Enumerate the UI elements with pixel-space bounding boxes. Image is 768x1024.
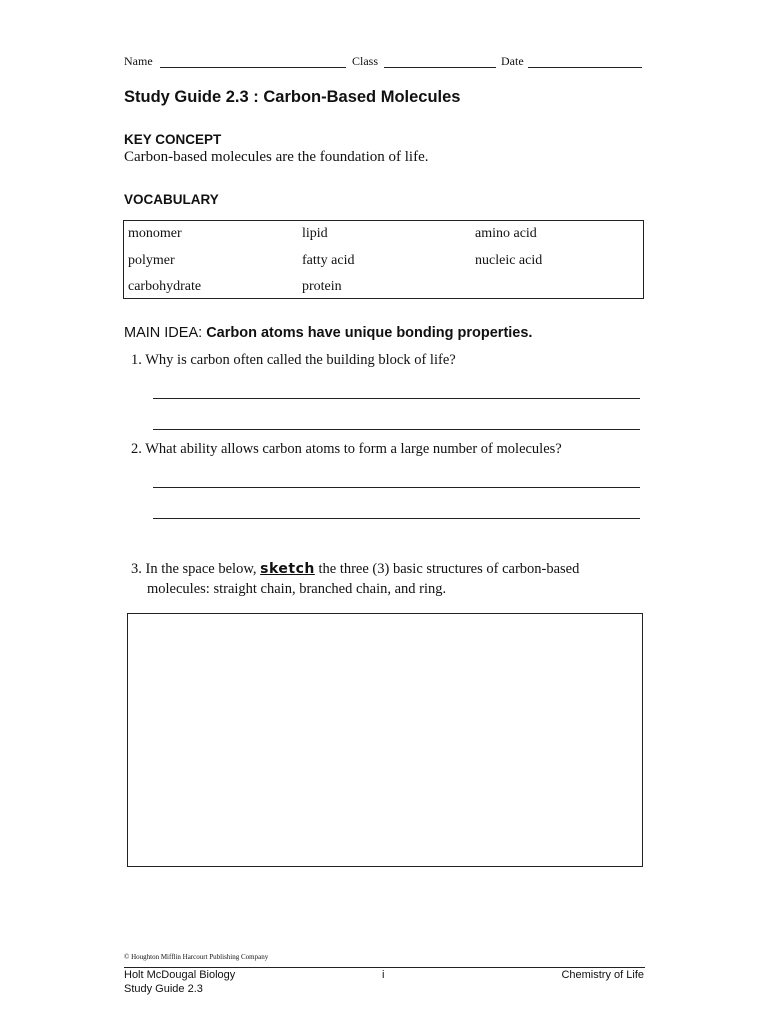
main-idea-text: Carbon atoms have unique bonding properties. — [206, 325, 533, 341]
vocab-term: lipid — [302, 226, 328, 241]
page-title: Study Guide 2.3 : Carbon-Based Molecules — [124, 88, 461, 106]
name-field[interactable] — [160, 67, 346, 68]
vocab-term: amino acid — [475, 226, 537, 241]
answer-line[interactable] — [153, 398, 640, 399]
date-label: Date — [501, 54, 524, 68]
page-number: i — [382, 969, 385, 981]
question-text: Why is carbon often called the building block of life? — [145, 352, 456, 368]
question-number: 1. — [131, 352, 142, 368]
vocabulary-table — [123, 220, 644, 299]
vocab-term: polymer — [128, 253, 175, 268]
class-field[interactable] — [384, 67, 496, 68]
question-3-line-2: molecules: straight chain, branched chain, and ring. — [147, 581, 447, 597]
student-info-header — [124, 54, 644, 70]
footer-divider — [124, 967, 645, 968]
vocab-term: monomer — [128, 226, 182, 241]
main-idea — [124, 325, 532, 341]
vocab-term: fatty acid — [302, 253, 355, 268]
answer-line[interactable] — [153, 429, 640, 430]
answer-line[interactable] — [153, 518, 640, 519]
copyright-notice: © Houghton Mifflin Harcourt Publishing Company — [124, 953, 269, 961]
sketch-emphasis: sketch — [260, 561, 315, 577]
question-number: 3. — [131, 561, 142, 577]
key-concept-label: KEY CONCEPT — [124, 132, 222, 147]
question-text-before: In the space below, — [145, 561, 257, 577]
footer-chapter: Chemistry of Life — [561, 969, 644, 981]
question-3 — [131, 561, 579, 578]
vocab-term: protein — [302, 279, 342, 294]
vocabulary-label: VOCABULARY — [124, 192, 219, 207]
class-label: Class — [352, 54, 379, 68]
question-2 — [131, 441, 562, 458]
vocab-term: nucleic acid — [475, 253, 543, 268]
name-label: Name — [124, 54, 153, 68]
main-idea-label: MAIN IDEA: — [124, 325, 203, 341]
footer-publisher: Holt McDougal Biology — [124, 969, 236, 981]
footer-guide: Study Guide 2.3 — [124, 983, 203, 995]
date-field[interactable] — [528, 67, 642, 68]
question-number: 2. — [131, 441, 142, 457]
question-text: What ability allows carbon atoms to form a large number of molecules? — [145, 441, 562, 457]
question-text-after: the three (3) basic structures of carbon-based — [318, 561, 580, 577]
key-concept-text: Carbon-based molecules are the foundation of life. — [124, 149, 429, 165]
answer-line[interactable] — [153, 487, 640, 488]
question-1 — [131, 352, 456, 369]
sketch-area[interactable] — [127, 613, 643, 867]
vocab-term: carbohydrate — [128, 279, 202, 294]
